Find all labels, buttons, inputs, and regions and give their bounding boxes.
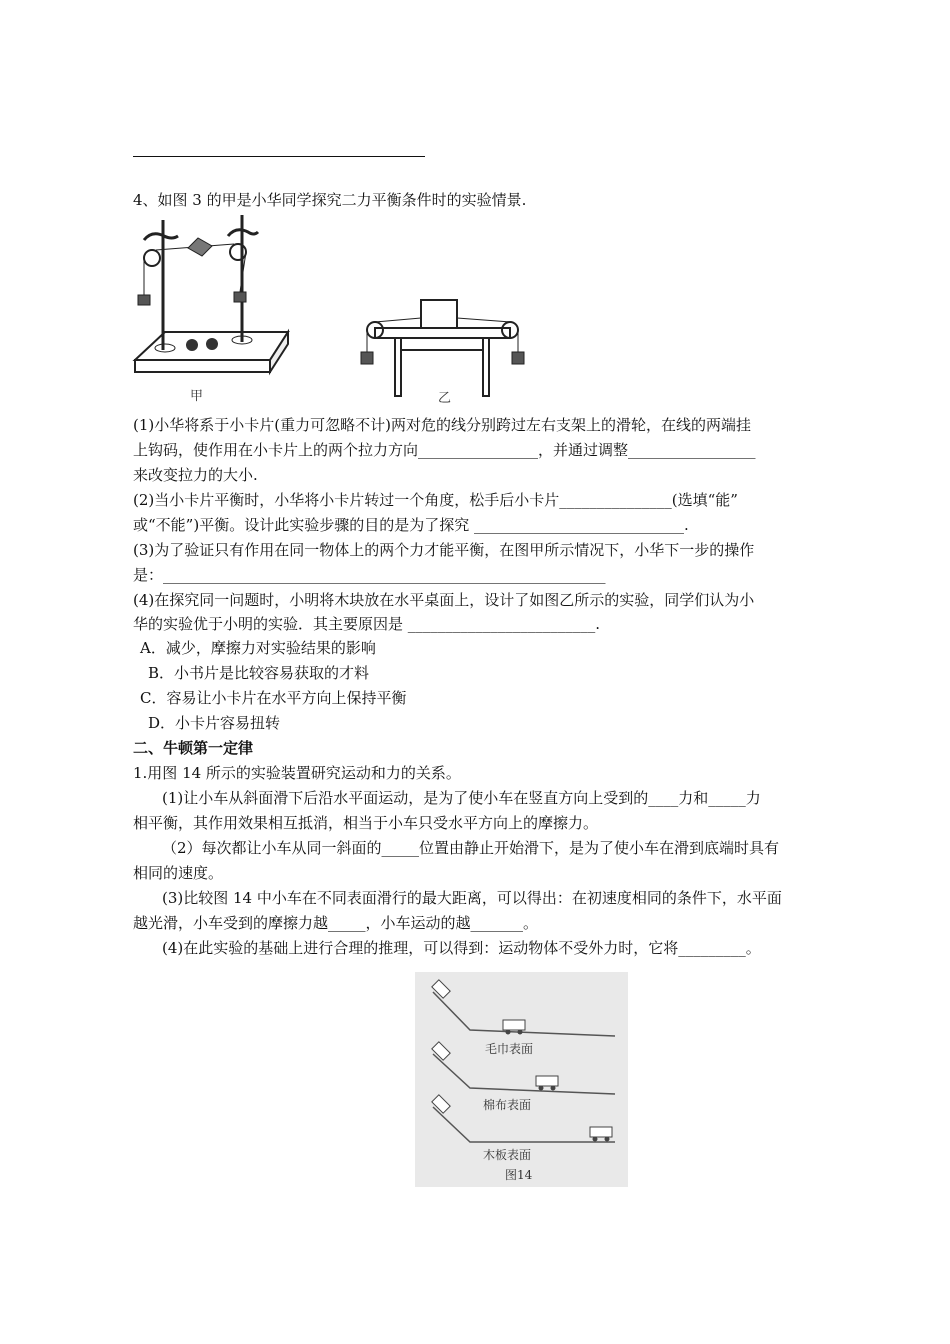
q4-option-c: C．容易让小卡片在水平方向上保持平衡 — [140, 689, 407, 707]
figure-14-label-wood: 木板表面 — [483, 1148, 532, 1162]
section2-q3-line2: 越光滑，小车受到的摩擦力越_____，小车运动的越_______。 — [133, 914, 539, 932]
q4-title: 4、如图 3 的甲是小华同学探究二力平衡条件时的实验情景. — [133, 191, 527, 209]
q4-part4-line2: 华的实验优于小明的实验．其主要原因是 _________________________. — [133, 615, 601, 633]
section2-q2-line1: （2）每次都让小车从同一斜面的_____位置由静止开始滑下，是为了使小车在滑到底端时具有 — [162, 839, 780, 857]
figure-a-caption: 甲 — [190, 389, 204, 404]
section2-intro: 1.用图 14 所示的实验装置研究运动和力的关系。 — [133, 764, 461, 782]
figure-b-caption: 乙 — [438, 391, 452, 406]
figure-14-label-towel: 毛巾表面 — [485, 1042, 534, 1056]
figure-14-label-cotton: 棉布表面 — [483, 1098, 532, 1112]
q4-part1-line2: 上钩码，使作用在小卡片上的两个拉力方向________________，并通过调整_________________ — [133, 441, 756, 459]
figure-a-stand-setup — [130, 210, 290, 390]
q4-part2-line2: 或“不能”)平衡。设计此实验步骤的目的是为了探究 ____________________________. — [133, 516, 689, 534]
section2-heading: 二、牛顿第一定律 — [133, 739, 254, 757]
figure-14 — [415, 972, 628, 1187]
q4-option-b: B．小书片是比较容易获取的才料 — [148, 664, 370, 682]
top-blank-line — [133, 156, 425, 157]
q4-part3-line1: (3)为了验证只有作用在同一物体上的两个力才能平衡，在图甲所示情况下，小华下一步的操作 — [133, 541, 755, 559]
q4-part4-line1: (4)在探究同一问题时，小明将木块放在水平桌面上，设计了如图乙所示的实验，同学们认为小 — [133, 591, 755, 609]
section2-q1-line2: 相平衡，其作用效果相互抵消，相当于小车只受水平方向上的摩擦力。 — [133, 814, 599, 832]
q4-option-d: D．小卡片容易扭转 — [148, 714, 281, 732]
q4-part2-line1: (2)当小卡片平衡时，小华将小卡片转过一个角度，松手后小卡片_______________(选填“能” — [133, 491, 738, 509]
section2-q1-line1: (1)让小车从斜面滑下后沿水平面运动，是为了使小车在竖直方向上受到的____力和_____力 — [162, 789, 761, 807]
section2-q4-line1: (4)在此实验的基础上进行合理的推理，可以得到：运动物体不受外力时，它将_________。 — [162, 939, 761, 957]
figure-14-caption: 图14 — [505, 1168, 533, 1182]
q4-part3-line2: 是：___________________________________________________________ — [133, 566, 606, 584]
q4-part1-line1: (1)小华将系于小卡片(重力可忽略不计)两对危的线分别跨过左右支架上的滑轮，在线的两端挂 — [133, 416, 751, 434]
section2-q2-line2: 相同的速度。 — [133, 864, 224, 882]
q4-option-a: A．减少，摩擦力对实验结果的影响 — [140, 639, 376, 657]
section2-q3-line1: (3)比较图 14 中小车在不同表面滑行的最大距离，可以得出：在初速度相同的条件下，水平面 — [162, 889, 782, 907]
q4-part1-line3: 来改变拉力的大小. — [133, 466, 258, 484]
figure-b-table-setup — [355, 290, 530, 400]
